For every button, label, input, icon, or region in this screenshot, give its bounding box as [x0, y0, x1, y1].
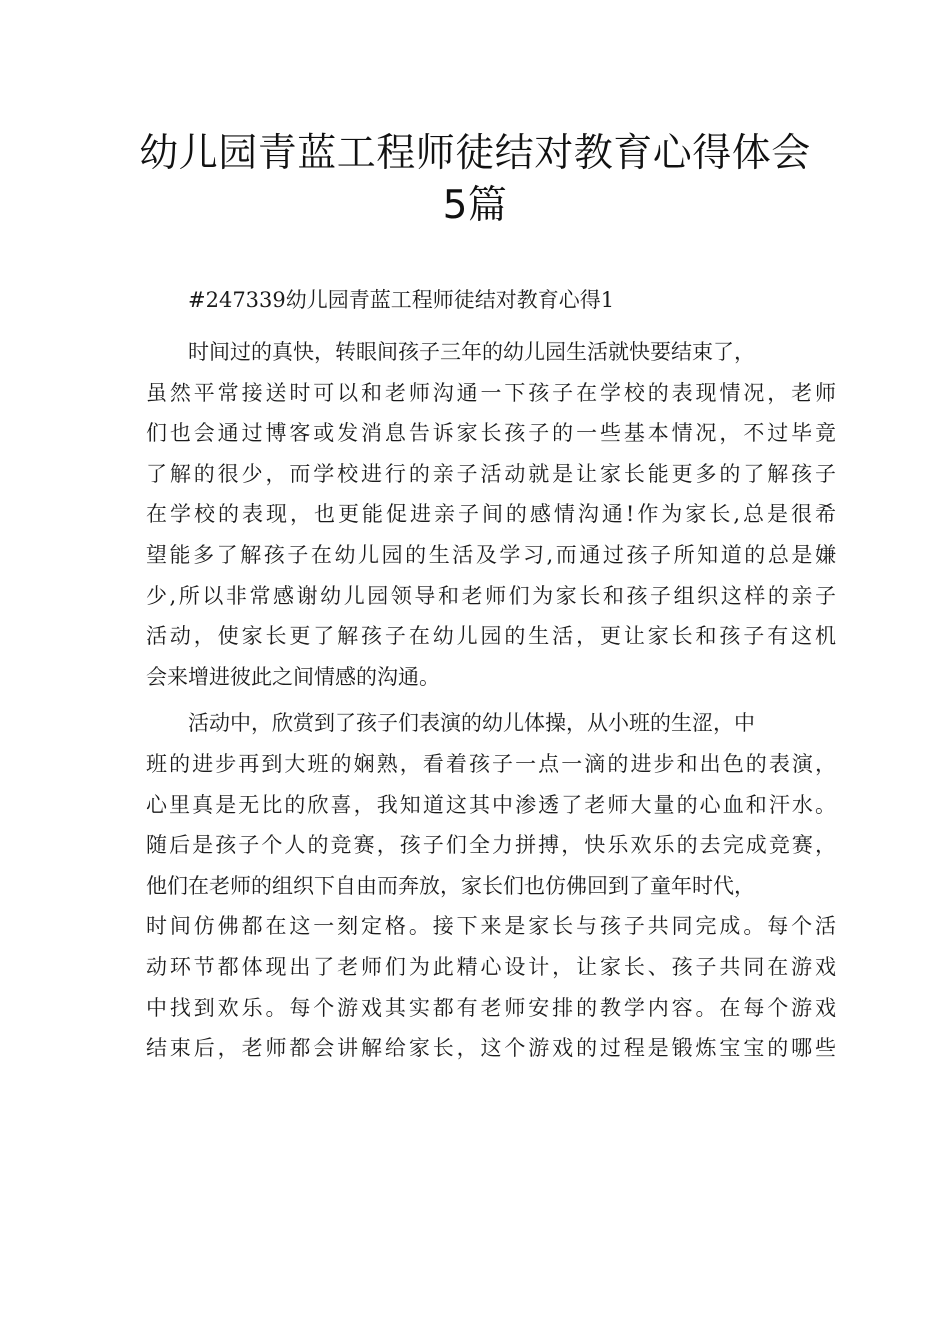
paragraph-line: 虽然平常接送时可以和老师沟通一下孩子在学校的表现情况，老师 [146, 380, 836, 405]
paragraph-line: 结束后，老师都会讲解给家长，这个游戏的过程是锻炼宝宝的哪些 [146, 1036, 836, 1061]
paragraph-line: 会来增进彼此之间情感的沟通。 [146, 664, 440, 689]
paragraph-line: 时间过的真快，转眼间孩子三年的幼儿园生活就快要结束了， [188, 340, 755, 364]
section-heading: #247339幼儿园青蓝工程师徒结对教育心得1 [188, 288, 615, 312]
paragraph-line: 动环节都体现出了老师们为此精心设计，让家长、孩子共同在游戏 [146, 954, 836, 979]
paragraph-line: 望能多了解孩子在幼儿园的生活及学习,而通过孩子所知道的总是嫌 [146, 542, 836, 567]
paragraph-line: 活动中，欣赏到了孩子们表演的幼儿体操，从小班的生涩，中 [188, 711, 755, 736]
title-line-2: 5篇 [442, 183, 508, 228]
paragraph-line: 班的进步再到大班的娴熟，看着孩子一点一滴的进步和出色的表演， [146, 751, 836, 776]
document-body [146, 284, 836, 1069]
paragraph-2 [146, 703, 836, 1068]
paragraph-line: 活动，使家长更了解孩子在幼儿园的生活，更让家长和孩子有这机 [146, 624, 836, 649]
paragraph-1 [146, 332, 836, 697]
paragraph-line: 中找到欢乐。每个游戏其实都有老师安排的教学内容。在每个游戏 [146, 995, 836, 1020]
paragraph-line: 了解的很少，而学校进行的亲子活动就是让家长能更多的了解孩子 [146, 461, 836, 486]
paragraph-line: 时间仿佛都在这一刻定格。接下来是家长与孩子共同完成。每个活 [146, 914, 836, 939]
paragraph-line: 少,所以非常感谢幼儿园领导和老师们为家长和孩子组织这样的亲子 [146, 583, 836, 608]
paragraph-line: 心里真是无比的欣喜，我知道这其中渗透了老师大量的心血和汗水。 [146, 792, 836, 817]
paragraph-line: 在学校的表现，也更能促进亲子间的感情沟通!作为家长,总是很希 [146, 502, 836, 527]
paragraph-line: 随后是孩子个人的竞赛，孩子们全力拼搏，快乐欢乐的去完成竞赛， [146, 833, 836, 858]
document-title [0, 128, 950, 232]
paragraph-line: 他们在老师的组织下自由而奔放，家长们也仿佛回到了童年时代， [146, 873, 755, 898]
paragraph-line: 们也会通过博客或发消息告诉家长孩子的一些基本情况，不过毕竟 [146, 421, 836, 446]
title-line-1: 幼儿园青蓝工程师徒结对教育心得体会 [139, 131, 811, 176]
